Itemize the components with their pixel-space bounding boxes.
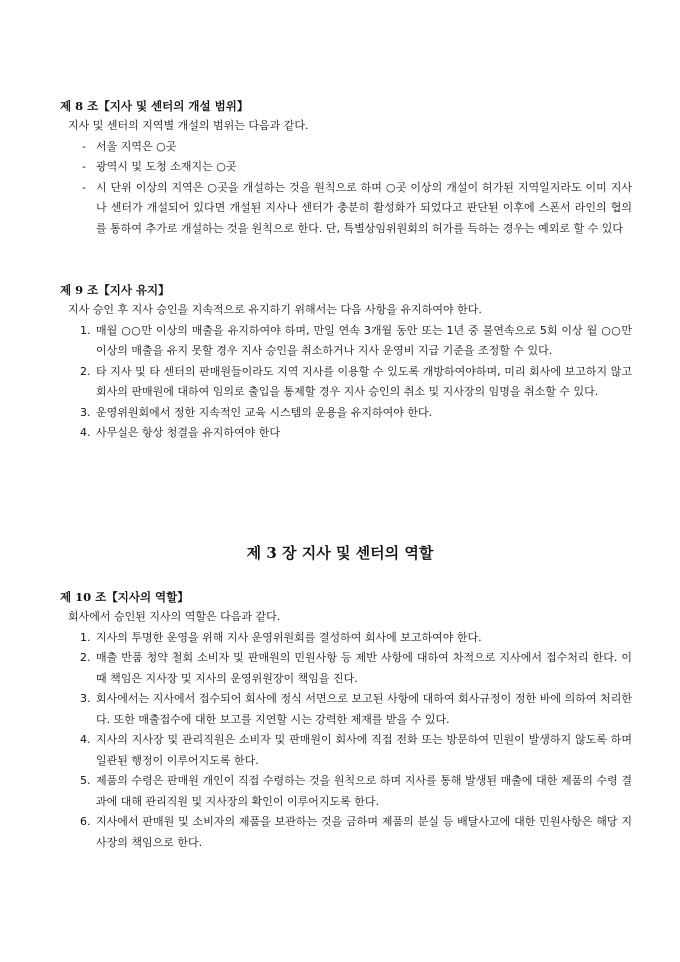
article-10-intro: 회사에서 승인된 지사의 역할은 다음과 같다. — [68, 610, 281, 623]
article-8 — [60, 96, 632, 239]
item-number: 3. — [80, 405, 91, 419]
bullet-dash: - — [82, 180, 86, 194]
article-8-title: 제 8 조【지사 및 센터의 개설 범위】 — [60, 99, 249, 113]
list-item-text: 매출 반품 청약 철회 소비자 및 판매원의 민원사항 등 제반 사항에 대하여 차적으로 지사에서 접수처리 한다. 이 때 책임은 지사장 및 지사의 운영위원장이 책임을 진다. — [96, 651, 632, 685]
list-item — [60, 771, 632, 812]
article-8-list — [60, 137, 632, 240]
list-item — [60, 157, 632, 178]
list-item-text: 제품의 수령은 판매원 개인이 직접 수령하는 것을 원칙으로 하며 지사를 통해 발생된 매출에 대한 제품의 수령 결과에 대해 관리직원 및 지사장의 확인이 이루어지도록 한다. — [96, 774, 632, 808]
item-number: 5. — [80, 774, 91, 787]
item-number: 4. — [80, 733, 91, 746]
list-item-text: 지사의 투명한 운영을 위해 지사 운영위원회를 결성하여 회사에 보고하여야 한다. — [96, 630, 482, 644]
list-item-text: 시 단위 이상의 지역은 ○곳을 개설하는 것을 원칙으로 하며 ○곳 이상의 개설이 허가된 지역일지라도 이미 지사나 센터가 개설되어 있다면 개설된 지사나 센터가 충분히 활성화가 되었다고 판단된 이후에 스폰서 라인의 협의를 통하여 추가로 개설하는 것을 원칙으로 한다. 단, 특별상임위원회의 허가를 득하는 경우는 예외로 할 수 있다 — [96, 180, 632, 235]
chapter-3-heading: 제 3 장 지사 및 센터의 역할 — [246, 544, 434, 562]
item-number: 1. — [80, 323, 91, 337]
article-9 — [60, 280, 632, 444]
list-item-text: 매월 ○○만 이상의 매출을 유지하여야 하며, 만일 연속 3개월 동안 또는 1년 중 불연속으로 5회 이상 월 ○○만 이상의 매출을 유지 못할 경우 지사 승인을 취소하거나 지사 운영비 지급 기준을 조정할 수 있다. — [96, 323, 632, 357]
list-item — [60, 321, 632, 362]
list-item-text: 광역시 및 도청 소재지는 ○곳 — [96, 160, 237, 173]
list-item — [60, 648, 632, 689]
bullet-dash: - — [82, 139, 86, 153]
article-8-intro: 지사 및 센터의 지역별 개설의 범위는 다음과 같다. — [68, 119, 309, 132]
list-item — [60, 812, 632, 853]
list-item — [60, 137, 632, 158]
item-number: 2. — [80, 651, 91, 664]
article-10-list — [60, 628, 632, 854]
list-item — [60, 628, 632, 649]
list-item-text: 사무실은 항상 청결을 유지하여야 한다 — [96, 426, 281, 439]
article-9-intro: 지사 승인 후 지사 승인을 지속적으로 유지하기 위해서는 다음 사항을 유지하여야 한다. — [68, 303, 482, 316]
list-item-text: 지사의 지사장 및 관리직원은 소비자 및 판매원이 회사에 직접 전화 또는 방문하여 민원이 발생하지 않도록 하며 일관된 행정이 이루어지도록 한다. — [96, 733, 632, 767]
list-item-text: 회사에서는 지사에서 접수되어 회사에 정식 서면으로 보고된 사항에 대하여 회사규정이 정한 바에 의하여 처리한다. 또한 매출접수에 대한 보고를 지연할 시는 강력한 제재를 받을 수 있다. — [96, 692, 632, 726]
list-item — [60, 403, 632, 424]
article-9-title: 제 9 조【지사 유지】 — [60, 283, 170, 297]
list-item — [60, 689, 632, 730]
item-number: 2. — [80, 364, 91, 378]
article-10-title: 제 10 조【지사의 역할】 — [60, 590, 189, 604]
list-item-text: 지사에서 판매원 및 소비자의 제품을 보관하는 것을 금하며 제품의 분실 등 배달사고에 대한 민원사항은 해당 지사장의 책임으로 한다. — [96, 815, 632, 849]
list-item — [60, 362, 632, 403]
article-9-list — [60, 321, 632, 444]
list-item — [60, 423, 632, 444]
list-item-text: 운영위원회에서 정한 지속적인 교육 시스템의 운용을 유지하여야 한다. — [96, 405, 433, 419]
bullet-dash: - — [82, 160, 86, 173]
article-10 — [60, 587, 632, 853]
list-item-text: 서울 지역은 ○곳 — [96, 139, 177, 153]
item-number: 1. — [80, 630, 91, 644]
list-item — [60, 178, 632, 240]
item-number: 3. — [80, 692, 91, 705]
item-number: 6. — [80, 815, 91, 828]
item-number: 4. — [80, 426, 91, 439]
list-item-text: 타 지사 및 타 센터의 판매원들이라도 지역 지사를 이용할 수 있도록 개방하여야하며, 미리 회사에 보고하지 않고 회사의 판매원에 대하여 임의로 출입을 통제할 경우 지사 승인의 취소 및 지사장의 임명을 취소할 수 있다. — [96, 364, 632, 398]
list-item — [60, 730, 632, 771]
